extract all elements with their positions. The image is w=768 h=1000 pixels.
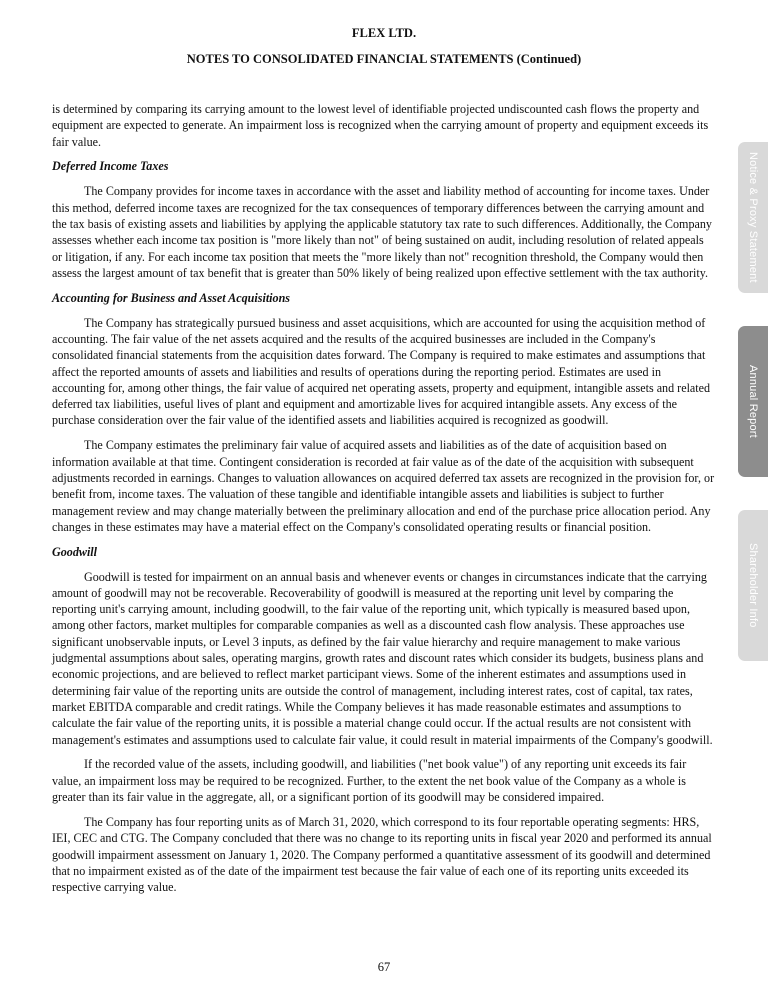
page-subtitle: NOTES TO CONSOLIDATED FINANCIAL STATEMENTS (Continued) [186, 52, 582, 66]
company-name: FLEX LTD. [351, 26, 417, 40]
tab-shareholder-info[interactable] [738, 510, 768, 661]
goodwill-paragraph-1: Goodwill is tested for impairment on an annual basis and whenever events or changes in circumstances indicate that the carrying amount of goodwill may not be recoverable. Recoverability of goodwill is measured at the reporting unit level by comparing the reporting unit's carrying amount, including goodwill, to the fair value of the reporting unit, which typically is measured based upon, among other factors, market multiples for comparable companies as well as a discounted cash flow analysis. These approaches use significant unobservable inputs, or Level 3 inputs, as defined by the fair value hierarchy and require management to make various judgmental assumptions about sales, operating margins, growth rates and discount rates which consider its budgets, business plans and economic projections, and are believed to reflect market participant views. Some of the inherent estimates and assumptions used in determining fair value of the reporting units are outside the control of management, including interest rates, cost of capital, tax rates, market EBITDA comparable and credit ratings. While the Company believes it has made reasonable estimates and assumptions to calculate the fair value of the reporting units, it is possible a material change could occur. If the actual results are not consistent with management's estimates and assumptions used to calculate fair value, it could result in material impairments of the Company's goodwill. [52, 569, 713, 747]
goodwill-paragraph-2: If the recorded value of the assets, including goodwill, and liabilities ("net book value") of any reporting unit exceeds its fair value, an impairment loss may be required to be recognized. Further, to the extent the net book value of the Company as a whole is greater than its fair value in the aggregate, all, or a significant portion of its goodwill may be considered impaired. [52, 757, 687, 805]
tab-shareholder-label: Shareholder Info [747, 543, 759, 628]
tab-annual-report[interactable] [738, 326, 768, 477]
acquisitions-paragraph-2: The Company estimates the preliminary fair value of acquired assets and liabilities as of the date of acquisition based on information available at that time. Contingent consideration is recorded at fair value as of the date of the acquisition with subsequent adjustments recorded in earnings. Changes to valuation allowances on acquired deferred tax assets are recognized in the provision for, or benefit from, income taxes. The valuation of these tangible and identifiable intangible assets and liabilities is subject to further management review and may change materially between the preliminary allocation and end of the purchase price allocation period. Any changes in these estimates may have a material effect on the Company's consolidated operating results or financial position. [52, 438, 715, 534]
goodwill-paragraph-3: The Company has four reporting units as of March 31, 2020, which correspond to its four reportable operating segments: HRS, IEI, CEC and CTG. The Company concluded that there was no change to its reporting units in fiscal year 2020 and performed its annual goodwill impairment assessment on January 1, 2020. The Company performed a quantitative assessment of its goodwill and determined that no impairment existed as of the date of the impairment test because the fair value of each one of its reporting units exceeded its respective carrying value. [52, 814, 712, 895]
deferred-taxes-heading: Deferred Income Taxes [52, 159, 169, 174]
acquisitions-paragraph-1: The Company has strategically pursued business and asset acquisitions, which are accounted for using the acquisition method of accounting. The fair value of the net assets acquired and the results of the acquired businesses are included in the Company's consolidated financial statements from the acquisition dates forward. The Company is required to make estimates and assumptions that affect the reported amounts of assets and liabilities and results of operations during the reporting period. Estimates are used in accounting for, among other things, the fair value of acquired net operating assets, property and equipment, intangible assets and related deferred tax liabilities, useful lives of plant and equipment and amortizable lives for acquired intangible assets. Any excess of the purchase consideration over the fair value of the identified assets and liabilities acquired is recognized as goodwill. [52, 315, 711, 428]
document-body [52, 101, 716, 904]
tab-annual-label: Annual Report [747, 365, 759, 438]
deferred-taxes-paragraph: The Company provides for income taxes in accordance with the asset and liability method of accounting for income taxes. Under this method, deferred income taxes are recognized for the tax consequences of temporary differences between the carrying amount and the tax basis of existing assets and liabilities by applying the applicable statutory tax rate to such differences. Additionally, the Company assesses whether each income tax position is "more likely than not" of being sustained on audit, including resolution of related appeals or litigation, if any. For each income tax position that meets the "more likely than not" recognition threshold, the Company would then assess the largest amount of tax benefit that is greater than 50% likely of being realized upon effective settlement with the tax authority. [52, 184, 712, 280]
goodwill-heading: Goodwill [52, 544, 98, 559]
intro-paragraph: is determined by comparing its carrying amount to the lowest level of identifiable projected undiscounted cash flows the property and equipment are expected to generate. An impairment loss is recognized when the carrying amount of property and equipment exceeds its fair value. [52, 102, 709, 149]
tab-notice-label: Notice & Proxy Statement [747, 152, 759, 283]
page-number: 67 [377, 960, 391, 974]
tab-notice-proxy-statement[interactable] [738, 142, 768, 293]
acquisitions-heading: Accounting for Business and Asset Acquisitions [52, 290, 291, 305]
